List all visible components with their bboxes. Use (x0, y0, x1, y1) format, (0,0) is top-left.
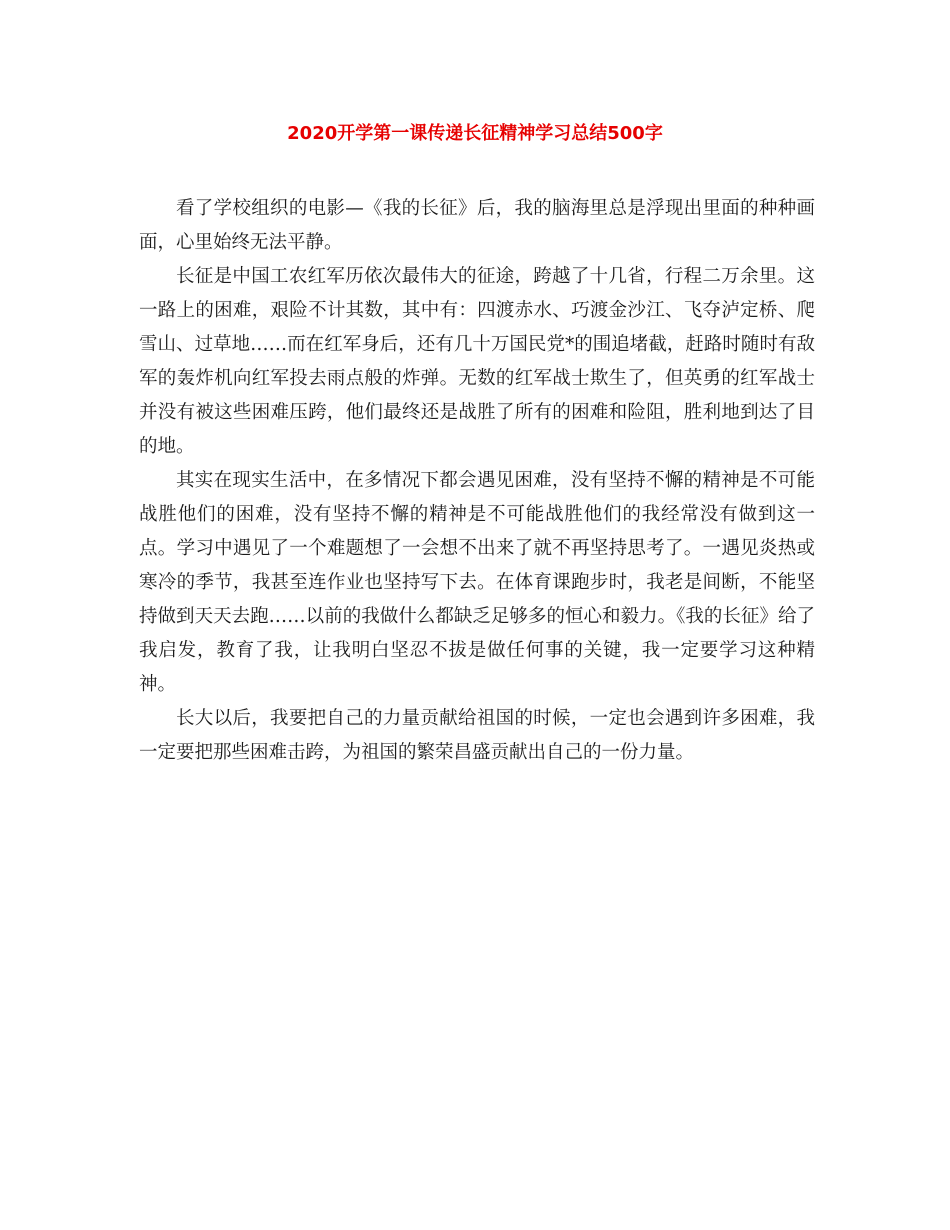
paragraph-3: 其实在现实生活中，在多情况下都会遇见困难，没有坚持不懈的精神是不可能战胜他们的困难，没有坚持不懈的精神是不可能战胜他们的我经常没有做到这一点。学习中遇见了一个难题想了一会想不出来了就不再坚持思考了。一遇见炎热或寒冷的季节，我甚至连作业也坚持写下去。在体育课跑步时，我老是间断，不能坚持做到天天去跑……以前的我做什么都缺乏足够多的恒心和毅力。《我的长征》给了我启发，教育了我，让我明白坚忍不拔是做任何事的关键，我一定要学习这种精神。 (139, 470, 815, 695)
paragraph-1: 看了学校组织的电影—《我的长征》后，我的脑海里总是浮现出里面的种种画面，心里始终无法平静。 (139, 198, 815, 253)
paragraph-4: 长大以后，我要把自己的力量贡献给祖国的时候，一定也会遇到许多困难，我一定要把那些困难击跨，为祖国的繁荣昌盛贡献出自己的一份力量。 (139, 708, 815, 763)
document-title: 2020开学第一课传递长征精神学习总结500字 (287, 123, 663, 144)
paragraph-2: 长征是中国工农红军历依次最伟大的征途，跨越了十几省，行程二万余里。这一路上的困难，艰险不计其数，其中有：四渡赤水、巧渡金沙江、飞夺泸定桥、爬雪山、过草地……而在红军身后，还有几十万国民党*的围追堵截，赶路时随时有敌军的轰炸机向红军投去雨点般的炸弹。无数的红军战士欺生了，但英勇的红军战士并没有被这些困难压跨，他们最终还是战胜了所有的困难和险阻，胜利地到达了目的地。 (139, 266, 815, 457)
document-body (139, 192, 815, 770)
